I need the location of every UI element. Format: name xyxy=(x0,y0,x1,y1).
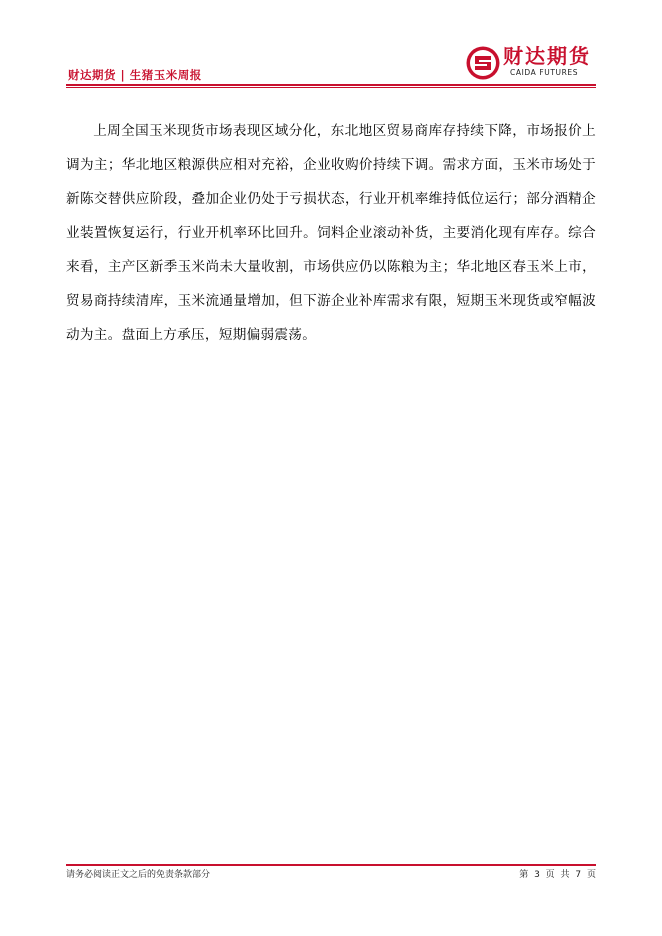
header-divider xyxy=(66,84,596,86)
caida-logo-mark-icon xyxy=(466,46,500,80)
company-logo xyxy=(466,44,596,84)
logo-name-en: CAIDA FUTURES xyxy=(510,68,579,77)
footer-disclaimer: 请务必阅读正文之后的免责条款部分 xyxy=(66,870,211,880)
footer-page-number: 第 3 页 共 7 页 xyxy=(519,870,596,880)
footer-divider xyxy=(66,864,596,866)
report-header-title: 财达期货 | 生猪玉米周报 xyxy=(68,68,202,82)
logo-name-cn: 财达期货 xyxy=(503,44,591,68)
body-paragraph: 上周全国玉米现货市场表现区域分化，东北地区贸易商库存持续下降，市场报价上调为主；华北地区粮源供应相对充裕，企业收购价持续下调。需求方面，玉米市场处于新陈交替供应阶段，叠加企业仍处于亏损状态，行业开机率维持低位运行；部分酒精企业装置恢复运行，行业开机率环比回升。饲料企业滚动补货，主要消化现有库存。综合来看，主产区新季玉米尚未大量收割，市场供应仍以陈粮为主；华北地区春玉米上市，贸易商持续清库，玉米流通量增加，但下游企业补库需求有限，短期玉米现货或窄幅波动为主。盘面上方承压，短期偏弱震荡。 xyxy=(66,123,596,343)
header-divider-thin xyxy=(66,87,596,88)
